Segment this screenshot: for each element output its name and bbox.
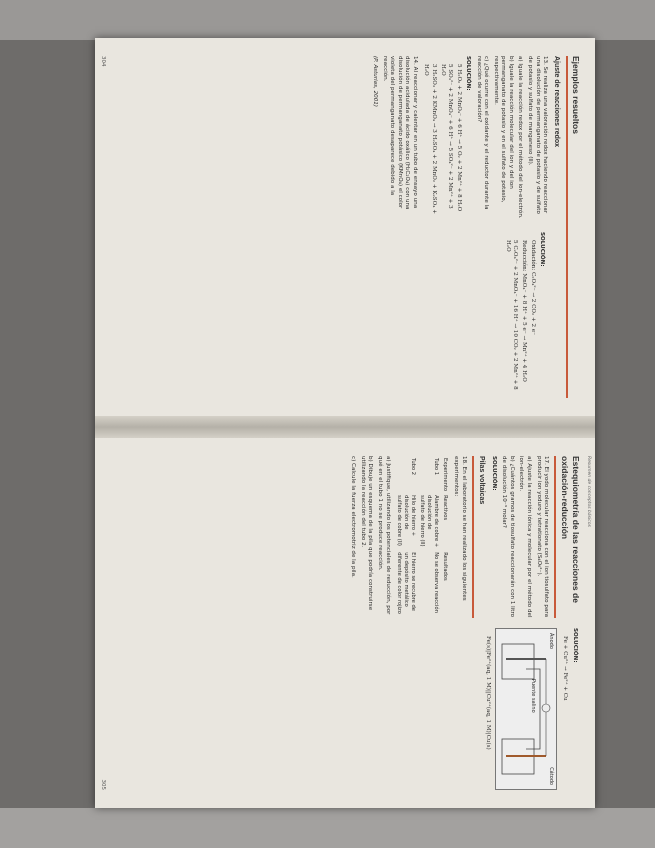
table-cell: Hilo de hierro + disolución de sulfato de cobre (II) (395, 495, 416, 546)
problem-source: (P. Asturias, 2001) (372, 56, 379, 107)
page-number: 305 (100, 779, 107, 790)
table-header: Resultados (441, 552, 448, 581)
section-title: Ejemplos resueltos (571, 56, 581, 134)
page-number: 304 (100, 56, 107, 67)
left-page (95, 38, 595, 416)
voltaic-cell-drawing (496, 629, 556, 789)
book-gutter (95, 416, 595, 438)
equation: 3 H₂SO₃ + 2 KMnO₄ → 3 H₂SO₄ + 2 MnO₂ + K₂SO₄ + H₂O (423, 64, 437, 214)
table-header-row (440, 456, 449, 618)
table-cell: Tubo 2 (409, 458, 416, 476)
problem-part: a) Justifique, utilizando los potenciales de reducción, por qué en el tubo 1 no se produce reacción. (377, 456, 391, 615)
table-row (394, 456, 417, 618)
section-title: Estequiometría de las reacciones de oxidación-reducción (559, 456, 581, 603)
problem-text: 13. Se realiza una valoración redox haciendo reaccionar una disolución de permanganato de potasio y de sulfato de potasio y sulfato de manganeso (II). (527, 56, 549, 214)
table-cell: Tubo 1 (432, 458, 439, 476)
section-rule (566, 56, 568, 398)
solution-label: SOLUCIÓN: (490, 456, 497, 491)
solution-label: SOLUCIÓN: (465, 56, 472, 91)
table-cell: No se observa reacción (432, 552, 439, 613)
problem-text: 18. En el laboratorio se han realizado los siguientes experimentos: (453, 456, 467, 601)
problem-part: b) Dibuje un esquema de la pila que podría construirse utilizando la reacción del tubo 2. (359, 456, 374, 611)
equation: Fe + Cu²⁺ → Fe²⁺ + Cu (562, 636, 569, 701)
cathode-label: Cátodo (547, 767, 554, 785)
equation: Reducción: MnO₄⁻ + 8 H⁺ + 5 e⁻ → Mn²⁺ + 4 H₂O (521, 240, 527, 382)
table-header: Experimento (441, 458, 448, 492)
problem-part: b) Iguale la reacción molecular del ion y del ion permanganato de potasio y en el sulfato de potasio, respectivamente. (492, 56, 514, 203)
salt-bridge-label: Puente salino (529, 679, 536, 713)
equation: 5 C₂O₄²⁻ + 2 MnO₄⁻ + 16 H⁺ → 10 CO₂ + 2 Mn²⁺ + 8 H₂O (504, 240, 519, 390)
table-cell: Alambre de cobre + disolución de sulfato de hierro (II) (418, 495, 439, 548)
solution-label: SOLUCIÓN: (539, 232, 546, 267)
problem-text: 17. El yodo molecular reacciona con el ion tiosulfato para producir ion yoduro y tetrationato (S₄O₆²⁻). (535, 456, 550, 618)
table-row (417, 456, 440, 618)
experiments-table (394, 456, 449, 618)
equation: Oxidación: C₂O₄²⁻ → 2 CO₂ + 2 e⁻ (529, 240, 536, 336)
table-cell: El hierro se recubre de un depósito metálico diferente de color rojizo (395, 552, 416, 614)
voltaic-cell-diagram (495, 628, 557, 790)
table-header: Reactivos (441, 495, 448, 521)
problem-part: c) Calcule la fuerza electromotriz de la pila. (350, 456, 357, 578)
subsection-title: Ajuste de reacciones redox (552, 56, 560, 148)
equation: 5 SO₃²⁻ + 2 MnO₄⁻ + 6 H⁺ → 5 SO₄²⁻ + 2 Mn²⁺ + 3 H₂O (439, 64, 454, 209)
problem-text: 14. Al reaccionar y calentar en un tubo de ensayo una disolución acidulada de ácido oxálico (H₂C₂O₄) con una disolución de permanganato potásico (KMnO₄) el color violeta del permanganato desaparece debido a la reacción. (381, 56, 418, 210)
scan-background-top (0, 0, 655, 40)
cell-notation: Fe(s)|Fe²⁺(aq, 1 M)||Cu²⁺(aq, 1 M)|Cu(s) (484, 636, 491, 750)
book-spread (95, 38, 595, 808)
section-rule (472, 456, 474, 618)
scan-background-bottom (0, 808, 655, 848)
equation: 5 H₂O₂ + 2 MnO₄⁻ + 6 H⁺ → 5 O₂ + 2 Mn²⁺ + 8 H₂O (455, 64, 462, 212)
problem-part: b) ¿Cuántos gramos de tiosulfato reaccionarán con 1 litro de disolución 10⁻³ molar? (501, 456, 515, 618)
problem-part: a) Iguale la reacción redox por el método del ion-electrón. (517, 56, 524, 219)
running-header: Resumen de conceptos básicos (586, 456, 591, 527)
subsection-title: Pilas voltaicas (478, 456, 486, 505)
anode-label: Ánodo (547, 633, 554, 649)
problem-part: c) ¿Qué ocurre con el oxidante y el reductor durante la reacción de valoración? (475, 56, 490, 210)
problem-part: a) Ajuste la reacción iónica y molecular por el método del ion-electrón. (518, 456, 532, 618)
solution-label: SOLUCIÓN: (572, 628, 578, 663)
section-rule (554, 456, 556, 618)
right-page (95, 438, 595, 808)
